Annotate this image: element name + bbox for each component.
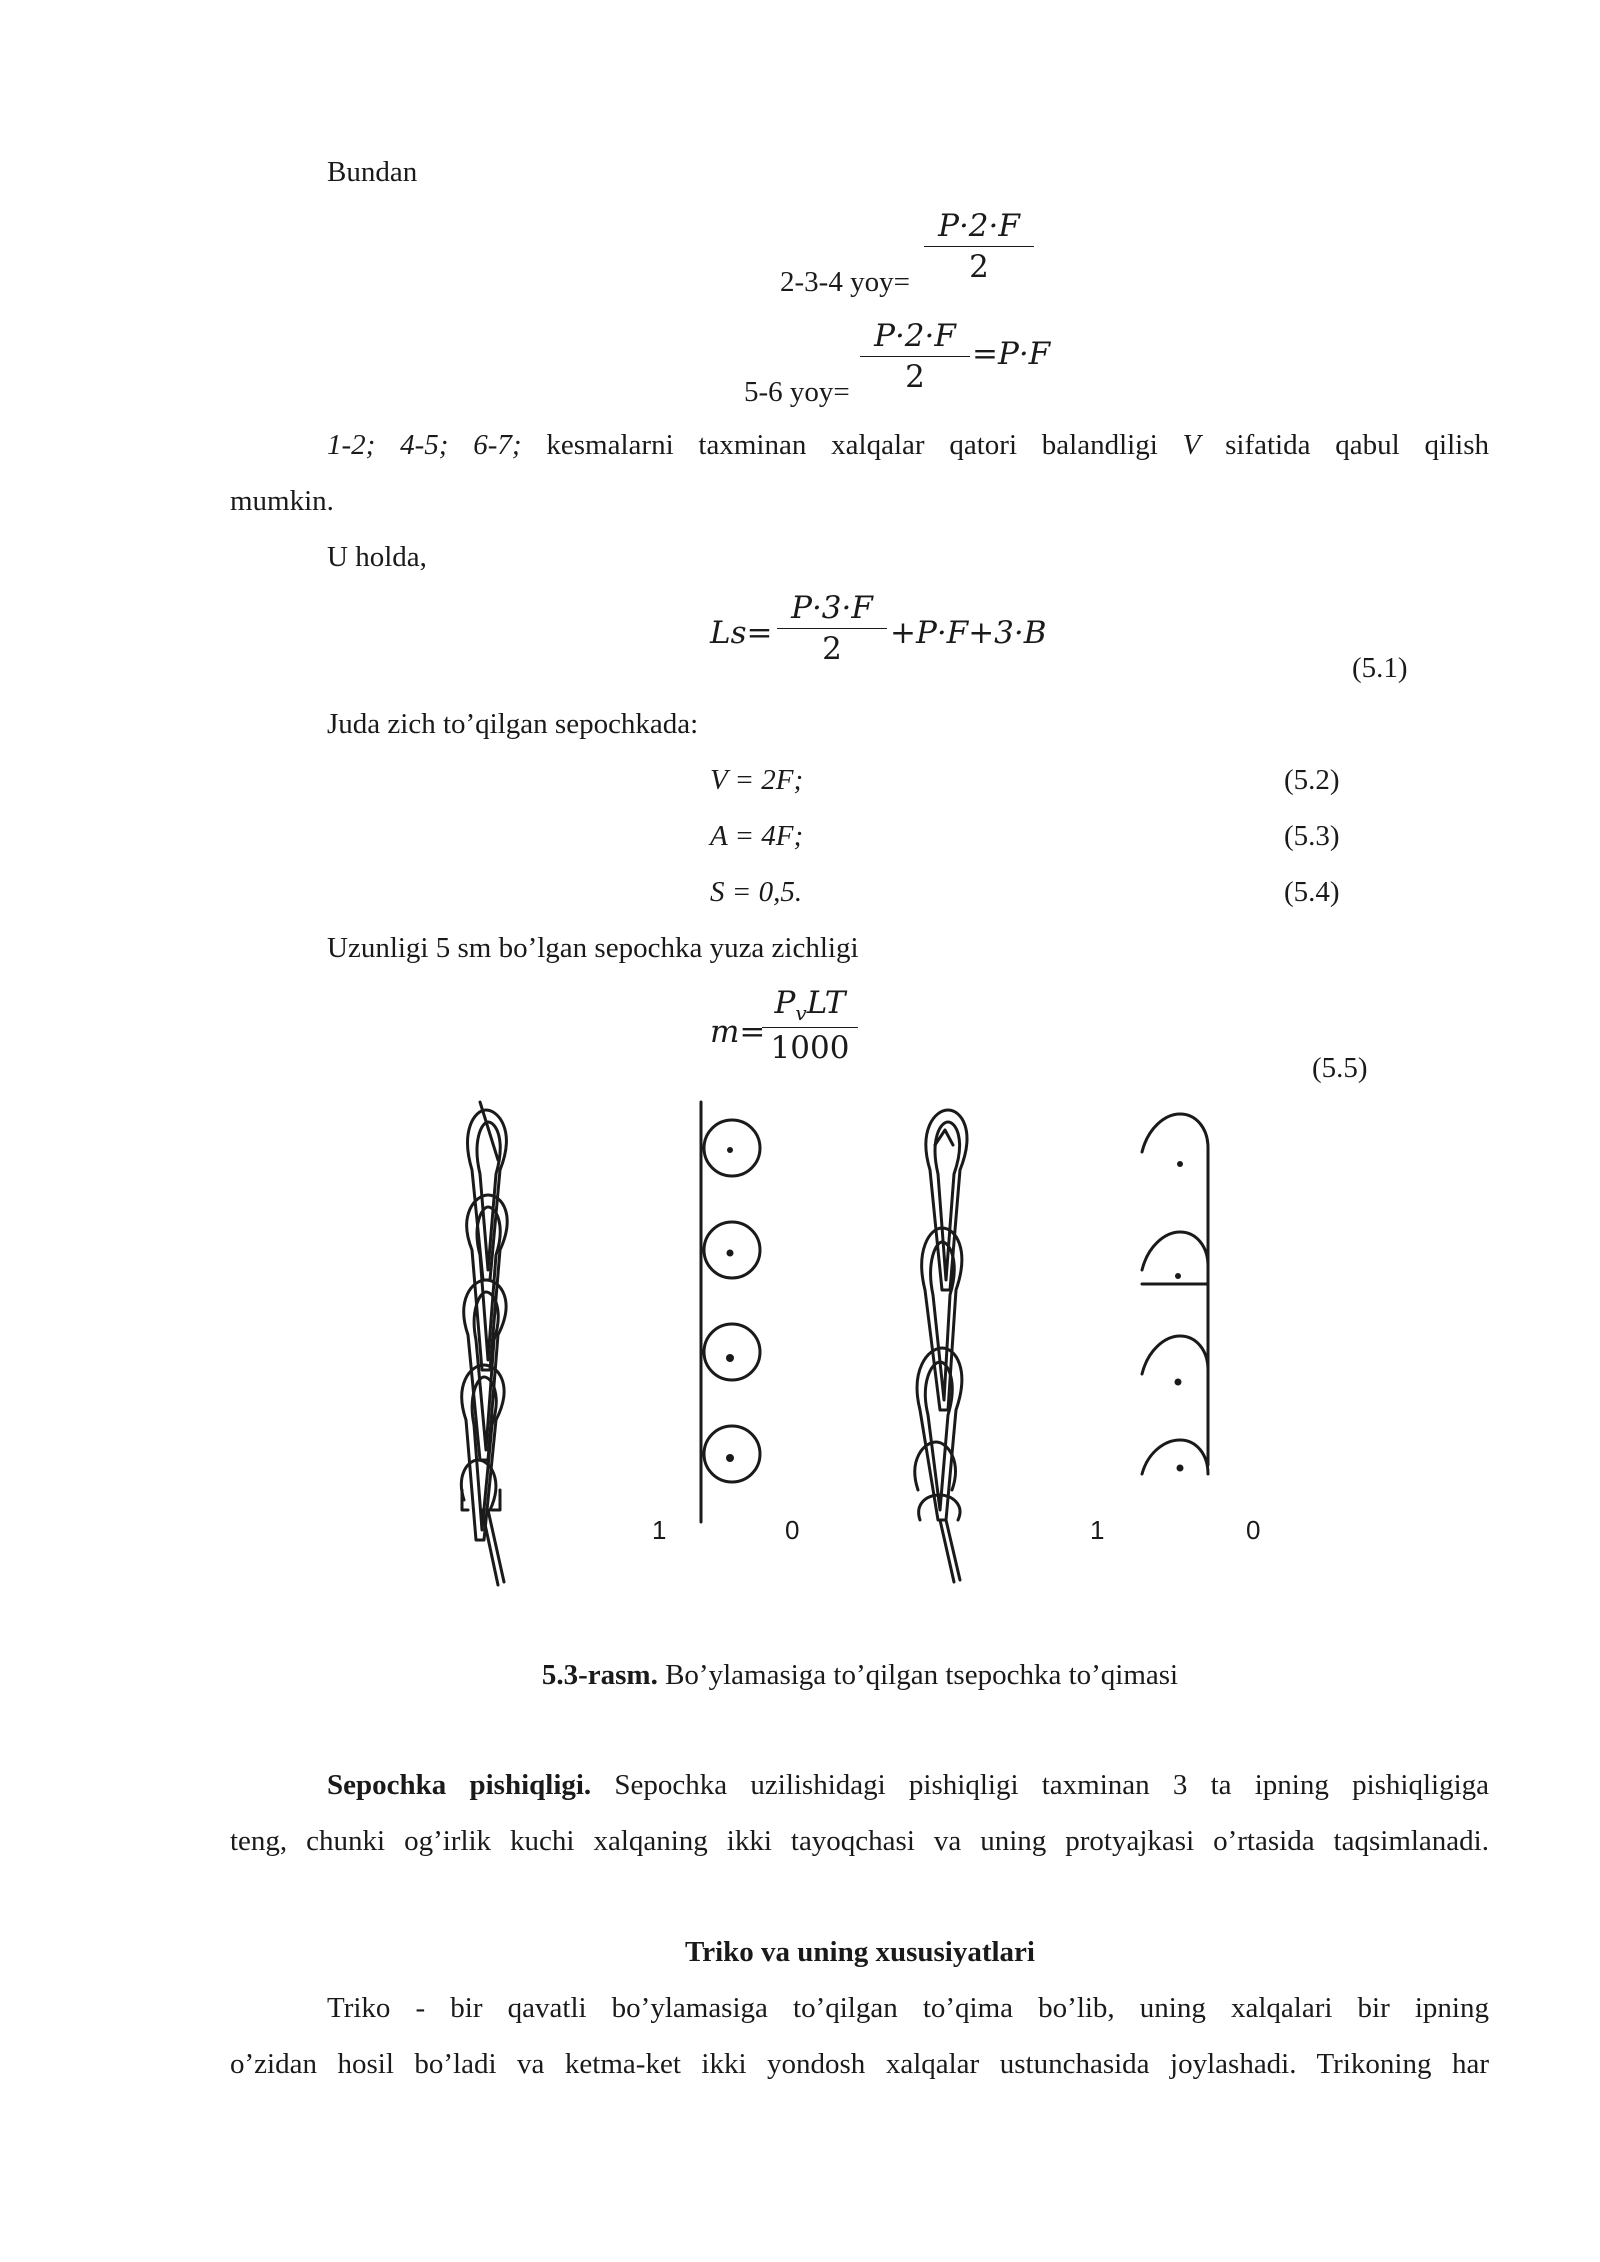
equation-234-label: 2-3-4 yoy= [780, 266, 910, 298]
equation-53-number: (5.3) [1284, 820, 1340, 852]
equation-53: A = 4F; [710, 820, 804, 852]
equation-56-rhs: =P·F [972, 336, 1051, 372]
figure-caption [0, 1655, 1600, 1695]
equation-56-label: 5-6 yoy= [744, 376, 850, 408]
equation-55-fraction [762, 985, 858, 1066]
paragraph-strength-line2: teng, chunki og’irlik kuchi xalqaning ikki tayoqchasi va uning protyajkasi o’rtasida taqsimlanadi. [230, 1825, 1489, 1857]
equation-234-numerator: P·2·F [924, 208, 1034, 247]
equation-55-denominator: 1000 [770, 1030, 850, 1067]
figure-label-1b: 1 [1090, 1515, 1105, 1545]
equation-56-denominator: 2 [905, 359, 925, 395]
equation-55-numerator [762, 985, 858, 1028]
section-heading: Triko va uning xususiyatlari [685, 1936, 1035, 1968]
equation-55-sub: v [795, 1001, 807, 1026]
equation-52: V = 2F; [710, 764, 804, 796]
equation-234-denominator: 2 [969, 249, 989, 285]
paragraph-dense: Juda zich to’qilgan sepochkada: [327, 708, 699, 740]
paragraph-strength-line1 [327, 1765, 1489, 1805]
paragraph-u-holda: U holda, [327, 541, 427, 573]
equation-51-numerator: P·3·F [777, 590, 887, 629]
equation-55-number: (5.5) [1312, 1052, 1368, 1084]
paragraph-segments-line1 [327, 425, 1489, 465]
equation-55-lhs: m= [710, 1014, 766, 1050]
chain-stitch-figure [420, 1090, 1300, 1595]
equation-54-number: (5.4) [1284, 876, 1340, 908]
paragraph-triko-line1: Triko - bir qavatli bo’ylamasiga to’qilgan to’qima bo’lib, uning xalqalari bir ipning [327, 1992, 1489, 2024]
figure-caption-text: Bo’ylamasiga to’qilgan tsepochka to’qimasi [665, 1659, 1179, 1691]
equation-52-number: (5.2) [1284, 764, 1340, 796]
paragraph-segments-line2: mumkin. [230, 485, 334, 517]
diagram-left-dots [726, 1147, 734, 1462]
segments-var-v: V [1182, 429, 1201, 461]
paragraph-bundan: Bundan [327, 156, 418, 188]
figure-label-0b: 0 [1246, 1515, 1261, 1545]
figure-label-0a: 0 [785, 1515, 800, 1545]
chain-left-drawing [461, 1102, 507, 1585]
segments-italic: 1-2; 4-5; 6-7; [327, 429, 522, 461]
figure-label-1a: 1 [652, 1515, 667, 1545]
equation-234-fraction [924, 208, 1034, 285]
equation-54: S = 0,5. [710, 876, 803, 908]
chain-right-drawing [915, 1110, 967, 1582]
figure-caption-bold: 5.3-rasm. [541, 1659, 658, 1691]
equation-51-number: (5.1) [1352, 652, 1408, 684]
equation-51-lhs: Ls= [710, 615, 773, 651]
equation-51-rhs: +P·F+3·B [890, 615, 1047, 651]
strength-bold: Sepochka pishiqligi. [327, 1769, 592, 1801]
paragraph-triko-line2: o’zidan hosil bo’ladi va ketma-ket ikki yondosh xalqalar ustunchasida joylashadi. Trikoning har [230, 2048, 1489, 2080]
paragraph-density: Uzunligi 5 sm bo’lgan sepochka yuza zichligi [327, 932, 859, 964]
equation-55-lt: LT [806, 985, 846, 1021]
equation-55-p: P [774, 985, 796, 1021]
equation-51-denominator: 2 [822, 631, 842, 667]
equation-56-numerator: P·2·F [860, 318, 970, 357]
equation-51-fraction [777, 590, 887, 667]
segments-end: sifatida qabul qilish [1225, 429, 1489, 461]
strength-text: Sepochka uzilishidagi pishiqligi taxminan 3 ta ipning pishiqligiga [614, 1769, 1490, 1801]
segments-text: kesmalarni taxminan xalqalar qatori balandligi [546, 429, 1158, 461]
chain-right-diagram [1142, 1114, 1208, 1474]
diagram-right-dots [1175, 1161, 1184, 1472]
equation-56-fraction [860, 318, 970, 395]
